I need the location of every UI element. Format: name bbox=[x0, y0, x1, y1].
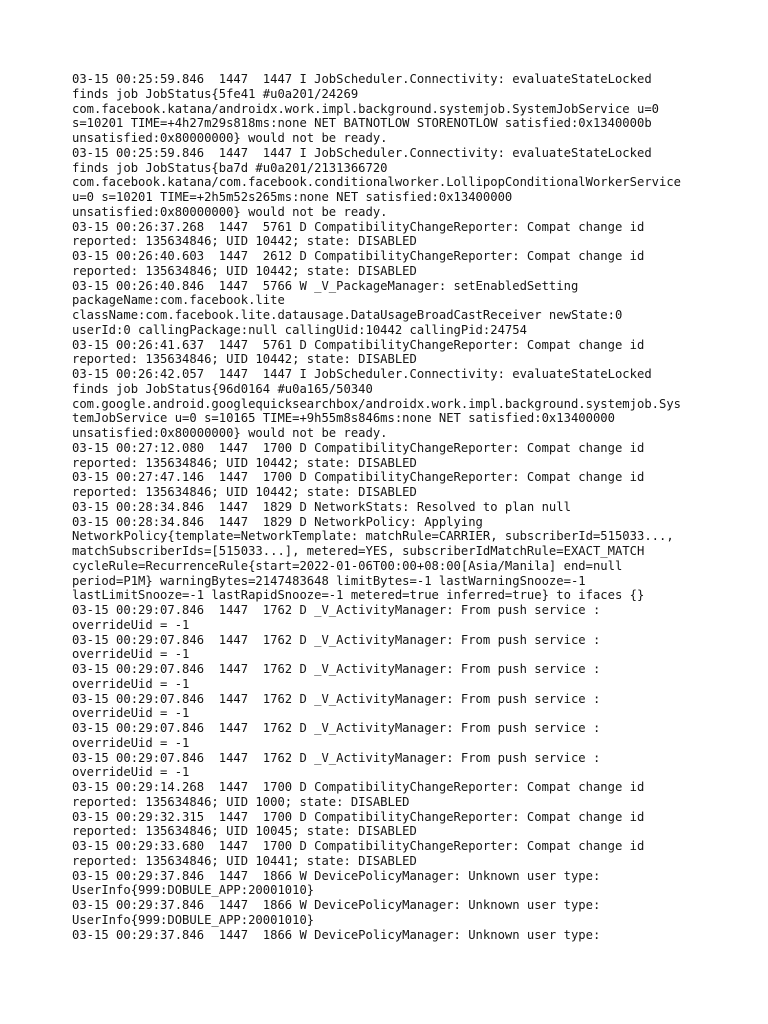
log-entry: 03-15 00:29:07.846 1447 1762 D _V_ActivityManager: From push service : overrideUid = -1 bbox=[72, 603, 601, 632]
log-entry: 03-15 00:26:42.057 1447 1447 I JobScheduler.Connectivity: evaluateStateLocked finds job JobStatus{96d0164 #u0a165/50340 com.google.android.googlequicksearchbox/androidx.work.impl.background.systemjob.Sys temJobService u=0 s=10165 TIME=+9h55m8s846ms:none NET satisfied:0x13400000 unsatisfied:0x80000000} would not be ready. bbox=[72, 367, 682, 440]
log-entry: 03-15 00:27:47.146 1447 1700 D CompatibilityChangeReporter: Compat change id reported: 135634846; UID 10442; state: DISABLED bbox=[72, 470, 645, 499]
log-entry: 03-15 00:29:37.846 1447 1866 W DevicePolicyManager: Unknown user type: UserInfo{999:DOBULE_APP:20001010} bbox=[72, 868, 601, 898]
log-entry: 03-15 00:27:12.080 1447 1700 D CompatibilityChangeReporter: Compat change id reported: 135634846; UID 10442; state: DISABLED bbox=[72, 440, 645, 470]
log-entry: 03-15 00:26:40.846 1447 5766 W _V_PackageManager: setEnabledSetting packageName:com.facebook.lite className:com.facebook.lite.datausage.DataUsageBroadCastReceiver newState:0 userId:0 callingPackage:null callingUid:10442 callingPid:24754 bbox=[72, 278, 623, 337]
log-entry: 03-15 00:28:34.846 1447 1829 D NetworkPolicy: Applying NetworkPolicy{template=NetworkTemplate: matchRule=CARRIER, subscriberId=515033..., matchSubscriberIds=[515033...], metered=YES, subscriberIdMatchRule=EXACT_MATCH cycleRule=RecurrenceRule{start=2022-01-06T00:00+08:00[Asia/Manila] end=null period=P1M} warningBytes=2147483648 limitBytes=-1 lastWarningSnooze=-1 lastLimitSnooze=-1 lastRapidSnooze=-1 metered=true inferred=true} to ifaces {} bbox=[72, 514, 674, 603]
log-entry: 03-15 00:29:07.846 1447 1762 D _V_ActivityManager: From push service : overrideUid = -1 bbox=[72, 691, 601, 721]
log-entry: 03-15 00:29:07.846 1447 1762 D _V_ActivityManager: From push service : overrideUid = -1 bbox=[72, 662, 601, 691]
log-entry: 03-15 00:26:40.603 1447 2612 D CompatibilityChangeReporter: Compat change id reported: 135634846; UID 10442; state: DISABLED bbox=[72, 249, 645, 278]
log-entry: 03-15 00:26:37.268 1447 5761 D CompatibilityChangeReporter: Compat change id reported: 135634846; UID 10442; state: DISABLED bbox=[72, 219, 645, 249]
log-entry: 03-15 00:26:41.637 1447 5761 D CompatibilityChangeReporter: Compat change id reported: 135634846; UID 10442; state: DISABLED bbox=[72, 337, 645, 367]
log-entry: 03-15 00:29:37.846 1447 1866 W DevicePolicyManager: Unknown user type: bbox=[72, 927, 601, 942]
log-entry: 03-15 00:25:59.846 1447 1447 I JobScheduler.Connectivity: evaluateStateLocked finds job JobStatus{ba7d #u0a201/2131366720 com.facebook.katana/com.facebook.conditionalworker.LollipopConditionalWorkerService u=0 s=10201 TIME=+2h5m52s265ms:none NET satisfied:0x13400000 unsatisfied:0x80000000} would not be ready. bbox=[72, 145, 682, 219]
log-entry: 03-15 00:28:34.846 1447 1829 D NetworkStats: Resolved to plan null bbox=[72, 499, 571, 514]
log-document bbox=[72, 72, 712, 942]
log-entry: 03-15 00:29:14.268 1447 1700 D CompatibilityChangeReporter: Compat change id reported: 135634846; UID 1000; state: DISABLED bbox=[72, 780, 645, 809]
log-entry: 03-15 00:29:33.680 1447 1700 D CompatibilityChangeReporter: Compat change id reported: 135634846; UID 10441; state: DISABLED bbox=[72, 839, 645, 868]
log-entry: 03-15 00:29:37.846 1447 1866 W DevicePolicyManager: Unknown user type: UserInfo{999:DOBULE_APP:20001010} bbox=[72, 898, 601, 927]
log-entry: 03-15 00:29:32.315 1447 1700 D CompatibilityChangeReporter: Compat change id reported: 135634846; UID 10045; state: DISABLED bbox=[72, 809, 645, 839]
log-entry: 03-15 00:29:07.846 1447 1762 D _V_ActivityManager: From push service : overrideUid = -1 bbox=[72, 750, 601, 780]
log-entry: 03-15 00:29:07.846 1447 1762 D _V_ActivityManager: From push service : overrideUid = -1 bbox=[72, 632, 601, 662]
log-entry: 03-15 00:29:07.846 1447 1762 D _V_ActivityManager: From push service : overrideUid = -1 bbox=[72, 721, 601, 750]
log-entry: 03-15 00:25:59.846 1447 1447 I JobScheduler.Connectivity: evaluateStateLocked finds job JobStatus{5fe41 #u0a201/24269 com.facebook.katana/androidx.work.impl.background.systemjob.SystemJobService u=0 s=10201 TIME=+4h27m29s818ms:none NET BATNOTLOW STORENOTLOW satisfied:0x1340000b unsatisfied:0x80000000} would not be ready. bbox=[72, 72, 659, 145]
